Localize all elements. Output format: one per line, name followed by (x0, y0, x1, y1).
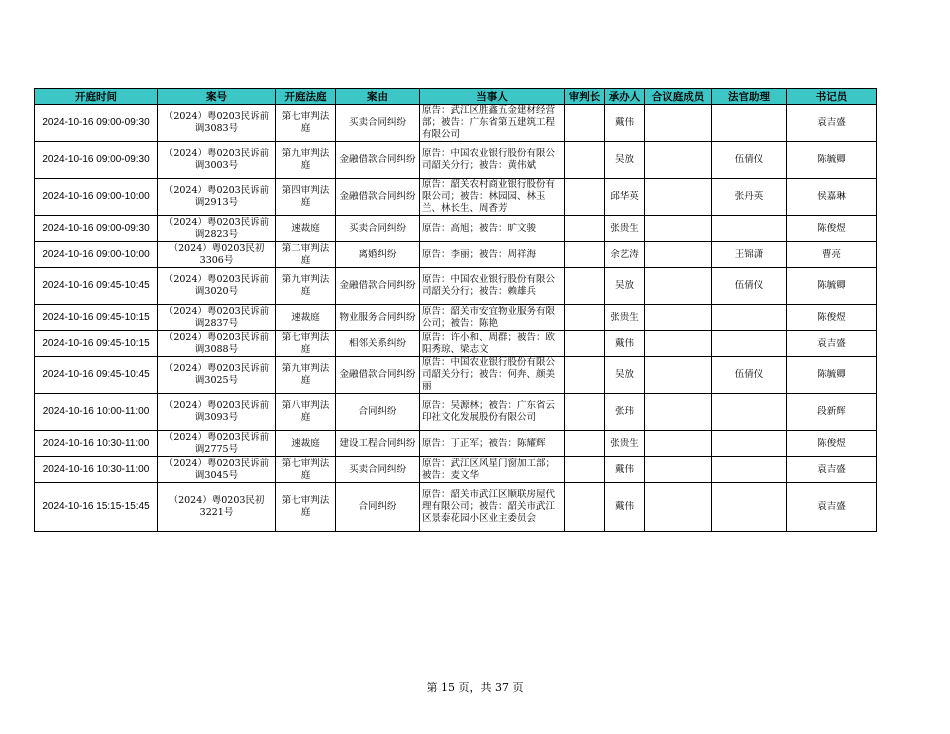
table-row (35, 268, 877, 305)
cause-text: 买卖合同纠纷 (348, 222, 406, 234)
hearing-time-text: 2024-10-16 09:00-09:30 (42, 222, 150, 234)
undertaker-cell (605, 268, 645, 305)
cause-cell (336, 242, 420, 268)
judge-assistant-cell (712, 142, 787, 179)
case-number-cell (158, 242, 276, 268)
parties-cell (420, 142, 565, 179)
presiding-judge-cell (565, 431, 605, 457)
hearing-time-cell (35, 242, 158, 268)
case-number-text: （2024）粤0203民诉前调3003号 (163, 148, 270, 171)
clerk-text: 陈俊煜 (817, 437, 846, 449)
cause-cell (336, 105, 420, 142)
header-presiding-judge: 审判长 (565, 89, 605, 105)
case-number-cell (158, 331, 276, 357)
undertaker-cell (605, 483, 645, 532)
parties-text: 原告：许小和、周群；被告：欧阳秀琼、梁志文 (422, 331, 556, 355)
cause-cell (336, 142, 420, 179)
cause-text: 合同纠纷 (358, 501, 397, 512)
cause-cell (336, 457, 420, 483)
panel-members-cell (645, 268, 712, 305)
table-row (35, 142, 877, 179)
courtroom-cell (276, 394, 336, 431)
courtroom-cell (276, 331, 336, 357)
table-row (35, 216, 877, 242)
courtroom-text: 速裁庭 (291, 437, 320, 449)
courtroom-text: 第七审判法庭 (281, 495, 330, 518)
panel-members-cell (645, 216, 712, 242)
parties-text: 原告：中国农业银行股份有限公司韶关分行；被告：何奔、颜美丽 (422, 357, 556, 392)
hearing-time-cell (35, 105, 158, 142)
judge-assistant-cell (712, 105, 787, 142)
table-row (35, 357, 877, 394)
judge-assistant-cell (712, 268, 787, 305)
case-number-text: （2024）粤0203民诉前调2913号 (163, 185, 270, 208)
clerk-cell (787, 483, 877, 532)
hearing-time-cell (35, 305, 158, 331)
parties-text: 原告：丁正军；被告：陈耀辉 (422, 437, 546, 449)
header-cause: 案由 (336, 89, 420, 105)
hearing-time-text: 2024-10-16 10:00-11:00 (42, 406, 150, 417)
clerk-cell (787, 242, 877, 268)
courtroom-cell (276, 179, 336, 216)
clerk-text: 袁吉盛 (817, 501, 846, 512)
presiding-judge-cell (565, 305, 605, 331)
panel-members-cell (645, 457, 712, 483)
case-number-text: （2024）粤0203民初3306号 (168, 242, 265, 266)
judge-assistant-text: 伍倩仪 (734, 280, 764, 291)
clerk-cell (787, 457, 877, 483)
courtroom-text: 第九审判法庭 (281, 363, 330, 386)
case-number-cell (158, 268, 276, 305)
table-row (35, 242, 877, 268)
case-number-cell (158, 105, 276, 142)
table-row (35, 305, 877, 331)
undertaker-cell (605, 305, 645, 331)
header-hearing-time: 开庭时间 (35, 89, 158, 105)
cause-text: 建设工程合同纠纷 (339, 437, 416, 449)
cause-text: 买卖合同纠纷 (348, 463, 406, 475)
courtroom-text: 第九审判法庭 (281, 148, 330, 171)
clerk-text: 陈毓卿 (817, 369, 846, 380)
courtroom-cell (276, 105, 336, 142)
undertaker-text: 余艺涛 (610, 248, 639, 260)
cause-text: 金融借款合同纠纷 (339, 191, 416, 202)
courtroom-cell (276, 457, 336, 483)
case-number-text: （2024）粤0203民诉前调2775号 (163, 431, 270, 455)
clerk-text: 段新辉 (817, 406, 846, 417)
cause-text: 金融借款合同纠纷 (339, 280, 416, 291)
courtroom-cell (276, 357, 336, 394)
presiding-judge-cell (565, 216, 605, 242)
courtroom-cell (276, 483, 336, 532)
clerk-text: 袁吉盛 (817, 463, 846, 475)
undertaker-cell (605, 457, 645, 483)
parties-text: 原告：李丽；被告：周祥海 (422, 248, 537, 260)
cause-text: 相邻关系纠纷 (348, 337, 406, 349)
table-row (35, 457, 877, 483)
hearing-time-text: 2024-10-16 10:30-11:00 (42, 437, 150, 449)
cause-cell (336, 216, 420, 242)
judge-assistant-cell (712, 242, 787, 268)
undertaker-text: 吴放 (614, 154, 634, 165)
clerk-cell (787, 142, 877, 179)
presiding-judge-cell (565, 242, 605, 268)
hearing-time-text: 2024-10-16 09:00-09:30 (42, 154, 150, 165)
judge-assistant-cell (712, 431, 787, 457)
cause-text: 金融借款合同纠纷 (339, 369, 416, 380)
case-number-text: （2024）粤0203民诉前调3045号 (163, 457, 270, 481)
hearing-time-text: 2024-10-16 10:30-11:00 (42, 463, 150, 475)
cause-cell (336, 179, 420, 216)
courtroom-text: 速裁庭 (291, 222, 320, 234)
clerk-cell (787, 431, 877, 457)
clerk-cell (787, 331, 877, 357)
presiding-judge-cell (565, 457, 605, 483)
case-number-cell (158, 357, 276, 394)
clerk-text: 陈毓卿 (817, 154, 846, 165)
panel-members-cell (645, 431, 712, 457)
cause-text: 物业服务合同纠纷 (339, 311, 416, 323)
courtroom-text: 第七审判法庭 (281, 331, 330, 355)
courtroom-text: 第四审判法庭 (281, 185, 330, 208)
undertaker-text: 邱华英 (610, 191, 639, 202)
case-number-cell (158, 394, 276, 431)
undertaker-cell (605, 216, 645, 242)
courtroom-text: 第七审判法庭 (281, 457, 330, 481)
hearing-time-cell (35, 457, 158, 483)
parties-text: 原告：武江区风星门窗加工部；被告：麦文华 (422, 457, 556, 481)
panel-members-cell (645, 105, 712, 142)
hearing-time-text: 2024-10-16 09:00-10:00 (42, 248, 150, 260)
clerk-cell (787, 357, 877, 394)
undertaker-text: 张玮 (614, 406, 634, 417)
hearing-time-text: 2024-10-16 09:45-10:45 (42, 369, 150, 380)
courtroom-cell (276, 431, 336, 457)
cause-text: 合同纠纷 (358, 406, 397, 417)
parties-cell (420, 179, 565, 216)
cause-text: 买卖合同纠纷 (348, 117, 406, 128)
panel-members-cell (645, 305, 712, 331)
undertaker-text: 张贵生 (610, 437, 639, 449)
hearing-time-text: 2024-10-16 09:00-10:00 (42, 191, 150, 202)
table-row (35, 179, 877, 216)
hearing-time-cell (35, 179, 158, 216)
undertaker-text: 吴放 (614, 369, 634, 380)
case-number-cell (158, 179, 276, 216)
judge-assistant-text: 张丹英 (734, 191, 764, 202)
clerk-text: 陈俊煜 (817, 222, 846, 234)
hearing-time-text: 2024-10-16 09:45-10:15 (42, 311, 150, 323)
undertaker-cell (605, 357, 645, 394)
presiding-judge-cell (565, 142, 605, 179)
parties-text: 原告：武江区胜鑫五金建材经营部；被告：广东省第五建筑工程有限公司 (422, 105, 556, 140)
clerk-cell (787, 268, 877, 305)
hearing-schedule-table (34, 88, 877, 532)
judge-assistant-text: 伍倩仪 (734, 369, 764, 380)
undertaker-text: 戴伟 (614, 337, 634, 349)
courtroom-text: 第八审判法庭 (281, 400, 330, 423)
cause-cell (336, 305, 420, 331)
hearing-time-cell (35, 431, 158, 457)
header-clerk: 书记员 (787, 89, 877, 105)
case-number-text: （2024）粤0203民诉前调3020号 (163, 274, 270, 297)
cause-cell (336, 268, 420, 305)
undertaker-cell (605, 331, 645, 357)
case-number-text: （2024）粤0203民诉前调2837号 (163, 305, 270, 329)
hearing-time-cell (35, 483, 158, 532)
judge-assistant-cell (712, 483, 787, 532)
judge-assistant-cell (712, 457, 787, 483)
header-courtroom: 开庭法庭 (276, 89, 336, 105)
case-number-cell (158, 483, 276, 532)
hearing-time-text: 2024-10-16 15:15-15:45 (42, 501, 150, 512)
courtroom-text: 第七审判法庭 (281, 111, 330, 134)
clerk-cell (787, 394, 877, 431)
cause-cell (336, 394, 420, 431)
case-number-cell (158, 142, 276, 179)
panel-members-cell (645, 142, 712, 179)
courtroom-text: 速裁庭 (291, 311, 320, 323)
judge-assistant-cell (712, 331, 787, 357)
undertaker-cell (605, 394, 645, 431)
header-panel-members: 合议庭成员 (645, 89, 712, 105)
clerk-cell (787, 305, 877, 331)
panel-members-cell (645, 483, 712, 532)
courtroom-text: 第九审判法庭 (281, 274, 330, 297)
case-number-text: （2024）粤0203民诉前调3093号 (163, 400, 270, 423)
hearing-time-text: 2024-10-16 09:00-09:30 (42, 117, 150, 128)
parties-cell (420, 216, 565, 242)
undertaker-text: 张贵生 (610, 311, 639, 323)
case-number-text: （2024）粤0203民诉前调2823号 (163, 216, 270, 240)
header-undertaker: 承办人 (605, 89, 645, 105)
courtroom-cell (276, 142, 336, 179)
undertaker-cell (605, 242, 645, 268)
clerk-text: 袁吉盛 (817, 337, 846, 349)
panel-members-cell (645, 242, 712, 268)
clerk-text: 曹亮 (821, 248, 841, 260)
case-number-cell (158, 305, 276, 331)
clerk-cell (787, 216, 877, 242)
case-number-cell (158, 216, 276, 242)
presiding-judge-cell (565, 331, 605, 357)
table-row (35, 105, 877, 142)
table-row (35, 483, 877, 532)
case-number-cell (158, 457, 276, 483)
undertaker-cell (605, 179, 645, 216)
undertaker-text: 吴放 (614, 280, 634, 291)
hearing-time-cell (35, 216, 158, 242)
cause-cell (336, 357, 420, 394)
hearing-time-cell (35, 268, 158, 305)
courtroom-text: 第二审判法庭 (281, 242, 330, 266)
parties-text: 原告：韶关农村商业银行股份有限公司；被告：林园园、林玉兰、林长生、周香芳 (422, 179, 556, 214)
parties-cell (420, 268, 565, 305)
hearing-time-cell (35, 142, 158, 179)
case-number-text: （2024）粤0203民诉前调3083号 (163, 111, 270, 134)
parties-cell (420, 457, 565, 483)
courtroom-cell (276, 216, 336, 242)
clerk-text: 袁吉盛 (817, 117, 846, 128)
page-footer: 第 15 页，共 37 页 (426, 681, 524, 694)
case-number-text: （2024）粤0203民诉前调3025号 (163, 363, 270, 386)
undertaker-cell (605, 431, 645, 457)
panel-members-cell (645, 331, 712, 357)
hearing-time-cell (35, 331, 158, 357)
clerk-cell (787, 105, 877, 142)
parties-cell (420, 305, 565, 331)
case-number-text: （2024）粤0203民初3221号 (168, 495, 265, 518)
header-case-number: 案号 (158, 89, 276, 105)
courtroom-cell (276, 305, 336, 331)
parties-cell (420, 394, 565, 431)
parties-text: 原告：韶关市武江区顺联房屋代理有限公司；被告：韶关市武江区景泰花园小区业主委员会 (422, 489, 556, 524)
case-number-text: （2024）粤0203民诉前调3088号 (163, 331, 270, 355)
parties-text: 原告：吴源林；被告：广东省云印社文化发展股份有限公司 (422, 400, 556, 423)
parties-cell (420, 431, 565, 457)
judge-assistant-text: 王锦潇 (734, 248, 764, 260)
hearing-time-text: 2024-10-16 09:45-10:45 (42, 280, 150, 291)
undertaker-text: 戴伟 (614, 501, 634, 512)
parties-text: 原告：韶关市安宜物业服务有限公司；被告：陈艳 (422, 305, 556, 329)
parties-cell (420, 357, 565, 394)
parties-cell (420, 242, 565, 268)
undertaker-cell (605, 142, 645, 179)
parties-cell (420, 483, 565, 532)
hearing-time-text: 2024-10-16 09:45-10:15 (42, 337, 150, 349)
header-judge-assistant: 法官助理 (712, 89, 787, 105)
panel-members-cell (645, 179, 712, 216)
clerk-cell (787, 179, 877, 216)
header-parties: 当事人 (420, 89, 565, 105)
cause-text: 离婚纠纷 (358, 248, 397, 260)
undertaker-cell (605, 105, 645, 142)
parties-text: 原告：中国农业银行股份有限公司韶关分行；被告：赖雄兵 (422, 274, 556, 297)
judge-assistant-cell (712, 357, 787, 394)
cause-cell (336, 483, 420, 532)
cause-cell (336, 431, 420, 457)
cause-cell (336, 331, 420, 357)
judge-assistant-cell (712, 305, 787, 331)
hearing-time-cell (35, 357, 158, 394)
presiding-judge-cell (565, 268, 605, 305)
presiding-judge-cell (565, 483, 605, 532)
table-row (35, 394, 877, 431)
judge-assistant-cell (712, 179, 787, 216)
courtroom-cell (276, 242, 336, 268)
cause-text: 金融借款合同纠纷 (339, 154, 416, 165)
undertaker-text: 戴伟 (614, 117, 634, 128)
parties-text: 原告：中国农业银行股份有限公司韶关分行；被告：黄伟斌 (422, 148, 556, 171)
undertaker-text: 张贵生 (610, 222, 639, 234)
case-number-cell (158, 431, 276, 457)
presiding-judge-cell (565, 394, 605, 431)
table-row (35, 431, 877, 457)
parties-text: 原告：高旭；被告：旷文骏 (422, 222, 537, 234)
hearing-time-cell (35, 394, 158, 431)
clerk-text: 侯嘉琳 (817, 191, 846, 202)
judge-assistant-cell (712, 394, 787, 431)
courtroom-cell (276, 268, 336, 305)
presiding-judge-cell (565, 105, 605, 142)
table-row (35, 331, 877, 357)
header-row (35, 89, 877, 105)
table-body (35, 105, 877, 532)
judge-assistant-cell (712, 216, 787, 242)
clerk-text: 陈毓卿 (817, 280, 846, 291)
judge-assistant-text: 伍倩仪 (734, 154, 764, 165)
presiding-judge-cell (565, 357, 605, 394)
parties-cell (420, 105, 565, 142)
presiding-judge-cell (565, 179, 605, 216)
panel-members-cell (645, 357, 712, 394)
clerk-text: 陈俊煜 (817, 311, 846, 323)
undertaker-text: 戴伟 (614, 463, 634, 475)
panel-members-cell (645, 394, 712, 431)
parties-cell (420, 331, 565, 357)
